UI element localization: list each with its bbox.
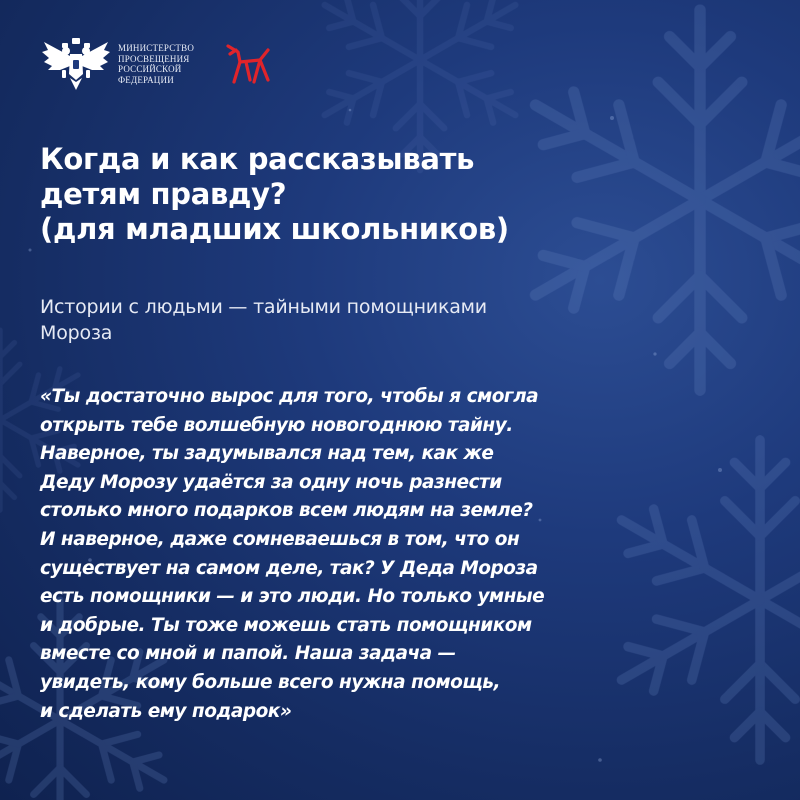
quote-line: открыть тебе волшебную новогоднюю тайну.	[40, 414, 513, 436]
quote-line: и сделать ему подарок»	[40, 700, 292, 722]
quote-line: увидеть, кому больше всего нужна помощь,	[40, 671, 500, 693]
subtitle	[40, 294, 640, 346]
ministry-name-line: ПРОСВЕЩЕНИЯ	[118, 53, 190, 64]
quote-line: есть помощники — и это люди. Но только умные	[40, 586, 545, 608]
subtitle-line: Истории с людьми — тайными помощниками	[40, 296, 487, 318]
double-headed-eagle-icon	[40, 36, 112, 92]
quote-line: и добрые. Ты тоже можешь стать помощником	[40, 614, 532, 636]
quote-line: столько много подарков всем людям на земле?	[40, 500, 533, 522]
title-line: Когда и как рассказывать	[40, 142, 475, 176]
ministry-logo	[40, 36, 194, 92]
ministry-name-line: МИНИСТЕРСТВО	[118, 43, 195, 53]
quote-text	[40, 383, 680, 726]
ministry-name-line: РОССИЙСКОЙ	[118, 64, 182, 74]
title-line: (для младших школьников)	[40, 212, 509, 246]
quote-line: И наверное, даже сомневаешься в том, что он	[40, 528, 520, 550]
subtitle-line: Мороза	[40, 322, 113, 344]
ministry-name-line: ФЕДЕРАЦИИ	[118, 74, 174, 85]
ministry-name	[118, 43, 194, 85]
page-title	[40, 142, 680, 247]
quote-line: вместе со мной и папой. Наша задача —	[40, 643, 456, 665]
red-horse-logo-icon	[224, 42, 272, 86]
quote-line: существует на самом деле, так? У Деда Мороза	[40, 557, 538, 579]
quote-line: Наверное, ты задумывался над тем, как же	[40, 443, 494, 465]
quote-line: «Ты достаточно вырос для того, чтобы я смогла	[40, 386, 539, 407]
title-line: детям правду?	[40, 177, 287, 211]
quote-line: Деду Морозу удаётся за одну ночь разнести	[40, 471, 502, 493]
